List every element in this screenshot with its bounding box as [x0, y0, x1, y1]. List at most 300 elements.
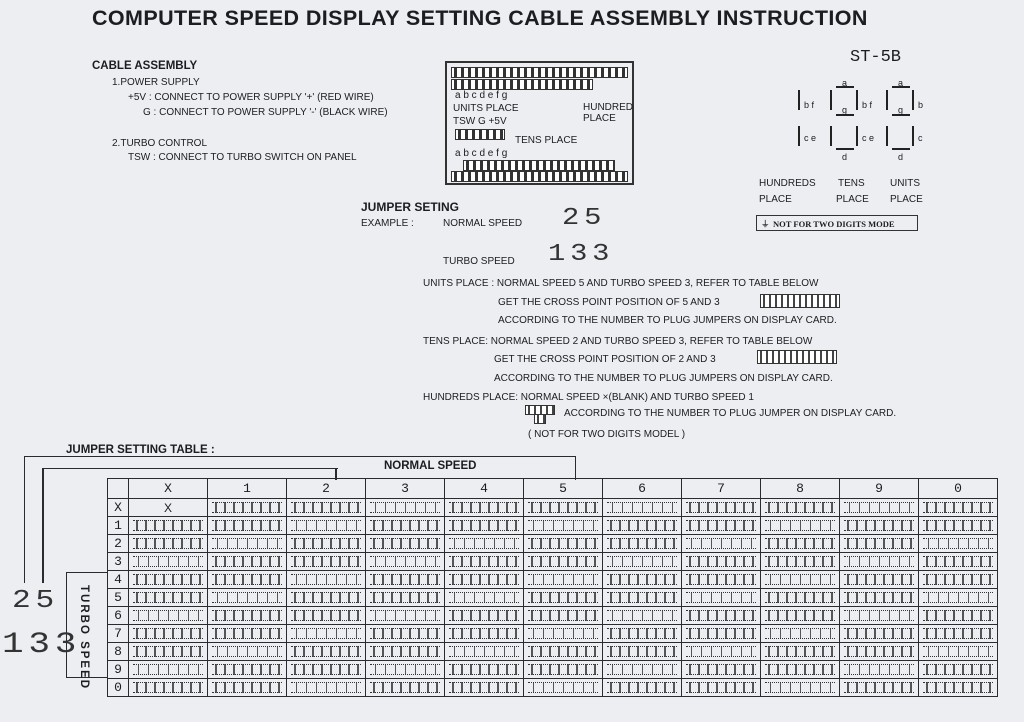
jumper-pattern-cell	[366, 517, 445, 535]
jumper-pattern	[291, 664, 361, 675]
row-header: X	[108, 499, 129, 517]
tens-place-instruction: TENS PLACE: NORMAL SPEED 2 AND TURBO SPEED 3, REFER TO TABLE BELOW	[423, 336, 813, 347]
jumper-pattern	[133, 646, 203, 657]
jumper-pattern-cell	[840, 553, 919, 571]
jumper-pattern	[291, 502, 361, 513]
jumper-pattern	[133, 556, 203, 567]
jumper-pattern-cell	[919, 571, 998, 589]
table-row	[108, 517, 998, 535]
connector-diagram	[445, 61, 634, 185]
jumper-pattern	[765, 646, 835, 657]
column-header: 8	[761, 479, 840, 499]
jumper-pattern	[212, 592, 282, 603]
jumper-pattern	[449, 628, 519, 639]
jumper-pattern	[844, 556, 914, 567]
tens-jumper-pattern	[757, 350, 837, 364]
jumper-pattern-cell	[682, 661, 761, 679]
jumper-pattern	[923, 610, 993, 621]
table-row	[108, 589, 998, 607]
side-normal-digits: 25	[12, 585, 60, 615]
jumper-pattern	[765, 520, 835, 531]
jumper-pattern	[212, 538, 282, 549]
jumper-pattern-cell	[287, 571, 366, 589]
jumper-pattern-cell	[761, 499, 840, 517]
jumper-pattern	[765, 538, 835, 549]
column-header: 3	[366, 479, 445, 499]
jumper-pattern	[607, 610, 677, 621]
jumper-pattern-cell	[682, 535, 761, 553]
jumper-pattern	[133, 664, 203, 675]
jumper-pattern-cell	[919, 679, 998, 697]
jumper-pattern-cell	[366, 571, 445, 589]
jumper-pattern-cell	[445, 517, 524, 535]
jumper-pattern	[686, 592, 756, 603]
table-corner-cell	[108, 479, 129, 499]
jumper-pattern-cell	[129, 571, 208, 589]
jumper-pattern-cell	[919, 661, 998, 679]
jumper-pattern-cell	[761, 643, 840, 661]
jumper-pattern-cell	[366, 589, 445, 607]
normal-bracket-left	[24, 456, 25, 583]
hundreds-note: ( NOT FOR TWO DIGITS MODEL )	[528, 429, 686, 440]
jumper-pattern-cell	[129, 679, 208, 697]
hundreds-plug-instruction: ACCORDING TO THE NUMBER TO PLUG JUMPER ON DISPLAY CARD.	[564, 408, 897, 419]
table-row	[108, 661, 998, 679]
jumper-pattern-cell	[366, 607, 445, 625]
jumper-pattern-cell	[287, 643, 366, 661]
example-label: EXAMPLE :	[361, 218, 414, 229]
jumper-pattern	[686, 574, 756, 585]
jumper-pattern-cell	[603, 661, 682, 679]
tens-plug-instruction: ACCORDING TO THE NUMBER TO PLUG JUMPERS ON DISPLAY CARD.	[494, 373, 833, 384]
jumper-pattern-cell	[445, 535, 524, 553]
jumper-pattern	[449, 556, 519, 567]
hundreds-label: HUNDREDS	[759, 178, 816, 189]
note-box	[756, 215, 918, 231]
hundred-place-label-2: PLACE	[583, 113, 616, 124]
jumper-pattern	[212, 520, 282, 531]
jumper-pattern	[370, 682, 440, 693]
jumper-pattern-cell	[603, 607, 682, 625]
jumper-pattern-cell	[603, 517, 682, 535]
jumper-pattern-cell	[603, 571, 682, 589]
top-segment-letters: a b c d e f g	[455, 90, 508, 101]
jumper-pattern-cell	[445, 625, 524, 643]
jumper-pattern	[212, 628, 282, 639]
jumper-pattern-cell	[682, 643, 761, 661]
jumper-pattern-cell	[287, 589, 366, 607]
jumper-pattern-cell	[129, 607, 208, 625]
units-plug-instruction: ACCORDING TO THE NUMBER TO PLUG JUMPERS ON DISPLAY CARD.	[498, 315, 837, 326]
jumper-pattern-cell	[919, 517, 998, 535]
jumper-pattern	[449, 574, 519, 585]
jumper-pattern-cell	[208, 535, 287, 553]
jumper-pattern	[923, 556, 993, 567]
jumper-pattern	[923, 592, 993, 603]
table-row	[108, 679, 998, 697]
jumper-pattern	[923, 538, 993, 549]
jumper-pattern	[607, 682, 677, 693]
jumper-pattern-cell	[208, 661, 287, 679]
jumper-pattern	[291, 610, 361, 621]
power-supply-label: 1.POWER SUPPLY	[112, 77, 200, 88]
normal-speed-header: NORMAL SPEED	[384, 460, 477, 472]
row-header: 9	[108, 661, 129, 679]
jumper-pattern	[133, 628, 203, 639]
jumper-pattern	[370, 646, 440, 657]
jumper-pattern-cell	[129, 589, 208, 607]
jumper-pattern	[844, 502, 914, 513]
jumper-pattern	[528, 646, 598, 657]
jumper-pattern-cell	[208, 589, 287, 607]
jumper-heading: JUMPER SETING	[361, 200, 460, 214]
jumper-pattern	[607, 664, 677, 675]
jumper-pattern	[844, 538, 914, 549]
jumper-pattern-cell	[129, 661, 208, 679]
jumper-pattern	[370, 664, 440, 675]
column-header: 7	[682, 479, 761, 499]
jumper-pattern-cell	[445, 571, 524, 589]
jumper-pattern-cell	[919, 499, 998, 517]
units-place-label: UNITS PLACE	[453, 103, 519, 114]
tens-label: TENS	[838, 178, 865, 189]
jumper-pattern	[291, 574, 361, 585]
tens-cross-instruction: GET THE CROSS POINT POSITION OF 2 AND 3	[494, 354, 716, 365]
jumper-pattern-cell	[761, 589, 840, 607]
jumper-pattern	[765, 574, 835, 585]
jumper-pattern	[923, 646, 993, 657]
jumper-pattern	[765, 502, 835, 513]
jumper-pattern	[844, 520, 914, 531]
jumper-pattern-cell	[208, 499, 287, 517]
jumper-pattern	[212, 646, 282, 657]
top-pin-header	[451, 67, 628, 78]
jumper-pattern-cell	[208, 553, 287, 571]
jumper-pattern	[607, 520, 677, 531]
jumper-pattern-cell	[919, 589, 998, 607]
jumper-pattern-cell	[287, 607, 366, 625]
jumper-pattern-cell	[524, 589, 603, 607]
jumper-pattern-cell	[445, 679, 524, 697]
normal-bracket-top	[24, 456, 576, 457]
jumper-pattern-cell	[366, 499, 445, 517]
jumper-pattern-cell	[287, 499, 366, 517]
jumper-pattern	[212, 682, 282, 693]
jumper-pattern-cell	[840, 643, 919, 661]
jumper-pattern	[449, 664, 519, 675]
jumper-pattern-cell	[366, 535, 445, 553]
seven-segment-diagram: b f c e a g d b f c e a g d b c	[790, 78, 930, 168]
jumper-pattern	[844, 610, 914, 621]
hundreds-label-2: PLACE	[759, 194, 792, 205]
jumper-pattern-cell	[445, 607, 524, 625]
table-row	[108, 553, 998, 571]
jumper-pattern-cell	[208, 571, 287, 589]
jumper-pattern	[528, 538, 598, 549]
jumper-pattern	[133, 682, 203, 693]
table-row	[108, 625, 998, 643]
jumper-pattern-cell	[129, 553, 208, 571]
jumper-pattern	[449, 592, 519, 603]
jumper-pattern	[923, 520, 993, 531]
jumper-pattern-cell	[682, 517, 761, 535]
jumper-pattern	[923, 682, 993, 693]
jumper-pattern	[133, 610, 203, 621]
row-header: 7	[108, 625, 129, 643]
jumper-pattern-cell	[682, 679, 761, 697]
jumper-pattern-cell	[208, 643, 287, 661]
jumper-pattern-cell	[524, 679, 603, 697]
jumper-pattern	[370, 556, 440, 567]
jumper-pattern	[686, 610, 756, 621]
jumper-pattern-cell	[840, 607, 919, 625]
jumper-pattern-cell	[603, 625, 682, 643]
jumper-pattern	[528, 610, 598, 621]
jumper-pattern-cell	[919, 625, 998, 643]
jumper-pattern	[212, 502, 282, 513]
jumper-pattern	[449, 520, 519, 531]
jumper-pattern-cell	[682, 625, 761, 643]
jumper-pattern-cell	[366, 553, 445, 571]
jumper-pattern	[370, 520, 440, 531]
page-title: COMPUTER SPEED DISPLAY SETTING CABLE ASSEMBLY INSTRUCTION	[92, 6, 868, 30]
jumper-pattern	[607, 556, 677, 567]
jumper-pattern	[528, 592, 598, 603]
jumper-pattern	[133, 520, 203, 531]
jumper-pattern-cell	[761, 661, 840, 679]
jumper-pattern-cell	[287, 517, 366, 535]
jumper-pattern	[133, 592, 203, 603]
jumper-pattern	[686, 502, 756, 513]
jumper-setting-table	[107, 478, 998, 697]
turbo-speed-label: TURBO SPEED	[443, 256, 515, 267]
jumper-pattern	[844, 574, 914, 585]
jumper-pattern	[923, 502, 993, 513]
jumper-pattern-cell	[603, 589, 682, 607]
normal-bracket-inner	[42, 468, 338, 469]
table-row	[108, 607, 998, 625]
column-header: 6	[603, 479, 682, 499]
jumper-pattern-cell	[524, 553, 603, 571]
jumper-pattern-cell	[840, 499, 919, 517]
jumper-pattern-cell	[445, 589, 524, 607]
jumper-pattern-cell	[840, 661, 919, 679]
jumper-pattern	[212, 556, 282, 567]
hundreds-jumper-pattern-2	[534, 414, 546, 424]
jumper-pattern	[923, 628, 993, 639]
jumper-pattern-cell	[524, 499, 603, 517]
jumper-pattern	[607, 538, 677, 549]
jumper-pattern	[844, 628, 914, 639]
jumper-pattern-cell	[603, 679, 682, 697]
jumper-pattern-cell	[129, 625, 208, 643]
jumper-pattern-cell	[682, 553, 761, 571]
table-heading: JUMPER SETTING TABLE :	[66, 444, 215, 456]
bottom-segment-letters: a b c d e f g	[455, 148, 508, 159]
jumper-pattern	[528, 502, 598, 513]
jumper-pattern	[212, 610, 282, 621]
jumper-pattern-cell	[761, 571, 840, 589]
jumper-pattern	[370, 538, 440, 549]
turbo-speed-header: TURBO SPEED	[78, 585, 90, 691]
jumper-pattern-cell	[761, 553, 840, 571]
units-jumper-pattern	[760, 294, 840, 308]
jumper-pattern-cell	[445, 553, 524, 571]
jumper-pattern	[528, 682, 598, 693]
jumper-pattern-cell	[208, 625, 287, 643]
jumper-pattern	[133, 574, 203, 585]
jumper-pattern	[370, 628, 440, 639]
jumper-pattern-cell	[682, 499, 761, 517]
units-label: UNITS	[890, 178, 920, 189]
column-header: 0	[919, 479, 998, 499]
jumper-pattern	[607, 628, 677, 639]
column-header: 9	[840, 479, 919, 499]
column-header: 5	[524, 479, 603, 499]
jumper-pattern	[449, 538, 519, 549]
jumper-pattern	[607, 574, 677, 585]
jumper-pattern	[686, 538, 756, 549]
note-text: NOT FOR TWO DIGITS MODE	[773, 219, 895, 229]
jumper-pattern	[133, 538, 203, 549]
jumper-pattern	[844, 682, 914, 693]
jumper-pattern-cell	[682, 589, 761, 607]
jumper-pattern-cell	[840, 679, 919, 697]
table-row	[108, 499, 998, 517]
plus5v-instruction: +5V : CONNECT TO POWER SUPPLY '+' (RED WIRE)	[128, 92, 374, 103]
jumper-pattern-cell	[603, 643, 682, 661]
hundreds-place-instruction: HUNDREDS PLACE: NORMAL SPEED ×(BLANK) AND TURBO SPEED 1	[423, 392, 754, 403]
jumper-pattern	[528, 520, 598, 531]
cable-assembly-heading: CABLE ASSEMBLY	[92, 60, 198, 72]
jumper-pattern-cell	[445, 643, 524, 661]
jumper-pattern-cell	[366, 661, 445, 679]
table-row	[108, 643, 998, 661]
tens-label-2: PLACE	[836, 194, 869, 205]
turbo-control-label: 2.TURBO CONTROL	[112, 138, 208, 149]
jumper-pattern-cell	[366, 643, 445, 661]
bottom-pin-header-row2	[451, 171, 628, 182]
row-header: 1	[108, 517, 129, 535]
jumper-pattern-cell	[761, 535, 840, 553]
jumper-pattern-cell	[287, 535, 366, 553]
jumper-pattern-cell	[287, 625, 366, 643]
jumper-pattern-cell	[287, 679, 366, 697]
jumper-pattern-cell	[208, 607, 287, 625]
jumper-pattern-cell	[129, 535, 208, 553]
ground-icon: ⏚	[761, 219, 770, 229]
normal-bracket-right	[575, 456, 576, 480]
table-row	[108, 535, 998, 553]
normal-bracket-inner-left	[42, 468, 44, 583]
jumper-pattern-cell	[445, 499, 524, 517]
jumper-pattern	[528, 628, 598, 639]
row-header: 5	[108, 589, 129, 607]
jumper-pattern-cell	[287, 661, 366, 679]
corner-x-cell: X	[129, 499, 208, 517]
jumper-pattern	[370, 592, 440, 603]
jumper-pattern	[686, 682, 756, 693]
jumper-pattern	[765, 592, 835, 603]
jumper-pattern-cell	[366, 625, 445, 643]
jumper-pattern	[686, 556, 756, 567]
jumper-pattern	[370, 574, 440, 585]
jumper-pattern	[528, 556, 598, 567]
row-header: 2	[108, 535, 129, 553]
jumper-pattern	[923, 664, 993, 675]
jumper-pattern-cell	[445, 661, 524, 679]
jumper-pattern	[765, 628, 835, 639]
jumper-pattern-cell	[919, 607, 998, 625]
jumper-pattern	[291, 682, 361, 693]
jumper-pattern-cell	[524, 517, 603, 535]
jumper-pattern	[686, 664, 756, 675]
jumper-pattern-cell	[524, 607, 603, 625]
hundred-place-label: HUNDRED	[583, 102, 633, 113]
jumper-pattern	[291, 628, 361, 639]
jumper-pattern-cell	[208, 679, 287, 697]
jumper-pattern	[765, 610, 835, 621]
ground-instruction: G : CONNECT TO POWER SUPPLY '-' (BLACK WIRE)	[143, 107, 388, 118]
jumper-pattern	[923, 574, 993, 585]
table-row	[108, 571, 998, 589]
jumper-pattern-cell	[840, 535, 919, 553]
jumper-pattern-cell	[840, 589, 919, 607]
jumper-pattern	[765, 556, 835, 567]
units-place-instruction: UNITS PLACE : NORMAL SPEED 5 AND TURBO SPEED 3, REFER TO TABLE BELOW	[423, 278, 819, 289]
jumper-pattern-cell	[761, 625, 840, 643]
model-label: ST-5B	[850, 48, 902, 67]
jumper-pattern-cell	[603, 499, 682, 517]
jumper-pattern-cell	[524, 661, 603, 679]
top-pin-header-row2	[451, 79, 593, 90]
column-header: X	[129, 479, 208, 499]
jumper-pattern-cell	[840, 571, 919, 589]
jumper-pattern-cell	[919, 553, 998, 571]
jumper-pattern	[844, 664, 914, 675]
jumper-pattern-cell	[682, 607, 761, 625]
jumper-pattern	[212, 574, 282, 585]
jumper-pattern	[370, 502, 440, 513]
normal-speed-digits: 25	[562, 205, 607, 232]
jumper-pattern	[449, 682, 519, 693]
jumper-pattern	[449, 610, 519, 621]
jumper-pattern-cell	[524, 643, 603, 661]
normal-speed-label: NORMAL SPEED	[443, 218, 523, 229]
jumper-pattern-cell	[761, 517, 840, 535]
jumper-pattern	[449, 646, 519, 657]
jumper-pattern	[686, 646, 756, 657]
jumper-pattern-cell	[603, 535, 682, 553]
jumper-pattern	[528, 664, 598, 675]
jumper-pattern-cell	[524, 535, 603, 553]
jumper-pattern	[844, 592, 914, 603]
jumper-pattern	[291, 538, 361, 549]
jumper-pattern-cell	[603, 553, 682, 571]
jumper-pattern	[291, 556, 361, 567]
jumper-pattern-cell	[524, 571, 603, 589]
jumper-pattern-cell	[129, 517, 208, 535]
jumper-pattern-cell	[129, 643, 208, 661]
units-label-2: PLACE	[890, 194, 923, 205]
jumper-pattern	[291, 646, 361, 657]
jumper-pattern-cell	[919, 535, 998, 553]
column-header: 4	[445, 479, 524, 499]
jumper-pattern	[291, 592, 361, 603]
jumper-pattern	[607, 646, 677, 657]
table-header-row	[108, 479, 998, 499]
row-header: 8	[108, 643, 129, 661]
